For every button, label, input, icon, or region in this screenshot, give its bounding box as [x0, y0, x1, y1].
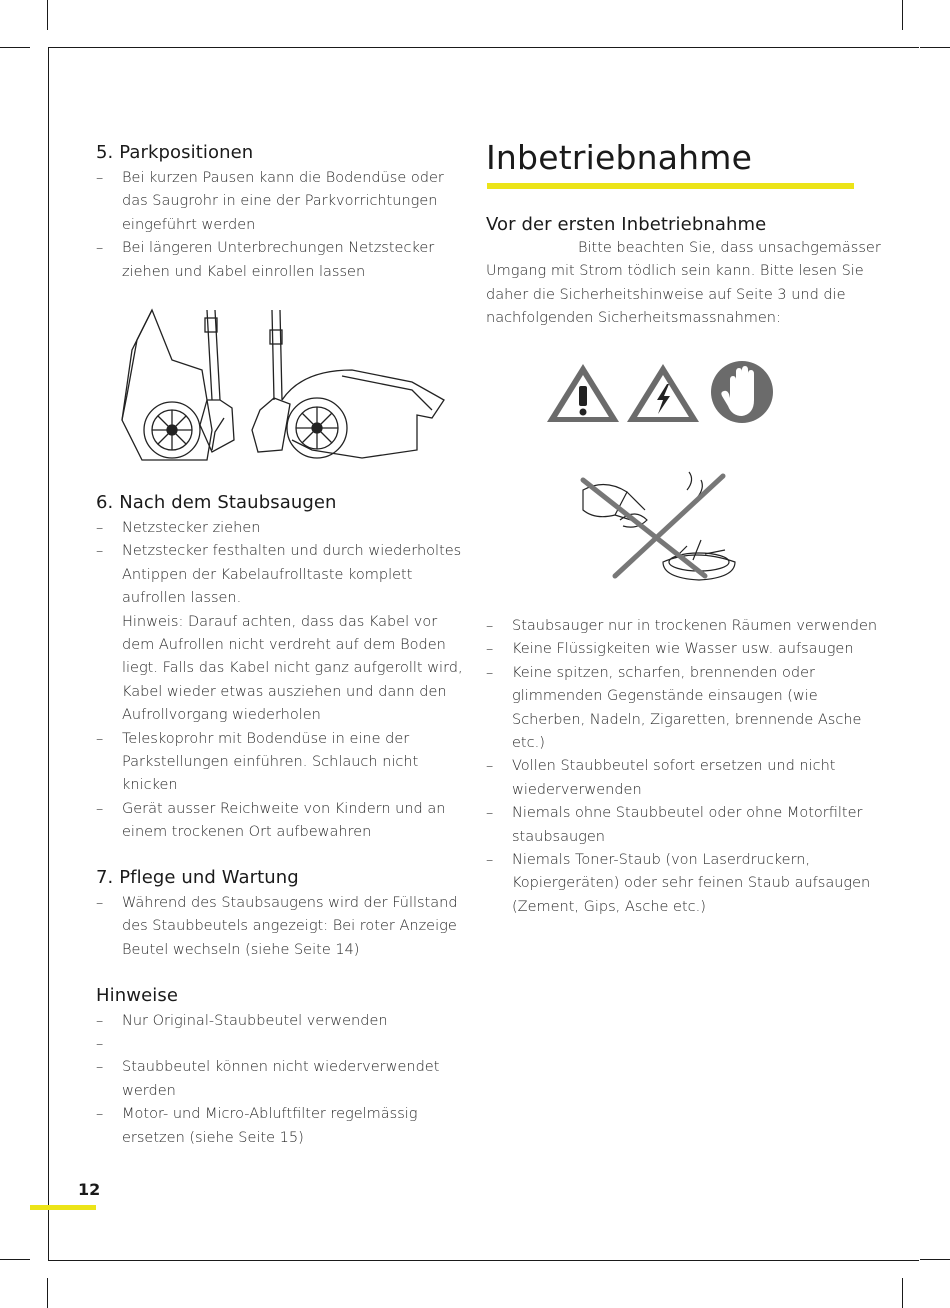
list-item: – Keine Flüssigkeiten wie Wasser usw. aufsaugen: [486, 638, 891, 661]
warning-icons-row: [545, 360, 775, 426]
park-list: [96, 167, 466, 284]
crop-mark: [47, 1278, 48, 1308]
page-title: Inbetriebnahme: [486, 138, 753, 177]
cross-out-mark: [583, 476, 723, 576]
list-item: – Nur Original-Staubbeutel verwenden: [96, 1010, 466, 1033]
care-list: [96, 892, 466, 962]
page-number: 12: [78, 1180, 101, 1199]
after-use-list: [96, 517, 466, 845]
list-item: [96, 540, 466, 727]
crop-mark: [902, 0, 903, 30]
list-item: – Motor- und Micro-Abluftfilter regelmässig ersetzen (siehe Seite 15): [96, 1103, 466, 1150]
list-item: – Während des Staubsaugens wird der Füllstand des Staubbeutels angezeigt: Bei roter Anzeige Beutel wechseln (siehe Seite 14): [96, 892, 466, 962]
section-title-after-use: 6. Nach dem Staubsaugen: [96, 492, 337, 513]
electric-hazard-icon: [627, 364, 699, 422]
list-item: – Keine spitzen, scharfen, brennenden oder glimmenden Gegenstände einsaugen (wie Scherben, Nadeln, Zigaretten, brennende Asche etc.): [486, 662, 891, 756]
list-item: – Bei kurzen Pausen kann die Bodendüse oder das Saugrohr in eine der Parkvorrichtungen eingeführt werden: [96, 167, 466, 237]
list-spacer: [96, 1033, 466, 1056]
crop-mark: [47, 0, 48, 30]
list-item: – Staubsauger nur in trockenen Räumen verwenden: [486, 615, 891, 638]
warning-triangle-icon: [547, 364, 619, 422]
list-item: – Niemals ohne Staubbeutel oder ohne Motorfilter staubsaugen: [486, 802, 891, 849]
section-title-park: 5. Parkpositionen: [96, 142, 254, 163]
right-intro: [486, 214, 891, 331]
crop-mark: [0, 1259, 30, 1260]
section-title-care: 7. Pflege und Wartung: [96, 866, 299, 888]
cable-note: Hinweis: Darauf achten, dass das Kabel vor dem Aufrollen nicht verdreht auf dem Boden liegt. Falls das Kabel nicht ganz aufgerollt wird, Kabel wieder etwas ausziehen und dann den Aufrollvorgang wiederholen: [122, 613, 463, 724]
no-liquids-illustration: [575, 470, 750, 582]
floor-nozzle: [200, 400, 234, 452]
left-column: [96, 142, 466, 284]
left-column-lower: [96, 492, 466, 1150]
crop-mark: [920, 47, 950, 48]
vacuum-parking-illustration: [112, 300, 452, 470]
crop-mark: [902, 1278, 903, 1308]
hints-list: [96, 1010, 466, 1150]
list-item: – Gerät ausser Reichweite von Kindern und an einem trockenen Ort aufbewahren: [96, 798, 466, 845]
section-title-hints: Hinweise: [96, 984, 178, 1006]
title-underline: [487, 183, 854, 189]
list-item: – Bei längeren Unterbrechungen Netzstecker ziehen und Kabel einrollen lassen: [96, 237, 466, 284]
right-rules: [486, 615, 891, 919]
telescopic-pipe: [207, 310, 220, 400]
safety-list: [486, 615, 891, 919]
vacuum-body-lying: [282, 370, 444, 458]
crop-mark: [920, 1259, 950, 1260]
list-item: – Teleskoprohr mit Bodendüse in eine der Parkstellungen einführen. Schlauch nicht knicken: [96, 728, 466, 798]
subtitle: Vor der ersten Inbetriebnahme: [486, 214, 767, 235]
list-item: – Netzstecker ziehen: [96, 517, 466, 540]
intro-text: Bitte beachten Sie, dass unsachgemässer Umgang mit Strom tödlich sein kann. Bitte lesen Sie daher die Sicherheitshinweise auf Seite 3 und die nachfolgenden Sicherheitsmassnahmen:: [486, 240, 881, 327]
list-item: – Niemals Toner-Staub (von Laserdruckern, Kopiergeräten) oder sehr feinen Staub aufsaugen (Zement, Gips, Asche etc.): [486, 849, 891, 919]
list-item: – Staubbeutel können nicht wiederverwendet werden: [96, 1056, 466, 1103]
stop-hand-icon: [711, 361, 773, 423]
page-number-bar: [30, 1205, 96, 1210]
telescopic-pipe-right: [272, 310, 282, 400]
list-item: – Vollen Staubbeutel sofort ersetzen und nicht wiederverwenden: [486, 755, 891, 802]
right-column: [486, 138, 891, 177]
crop-mark: [0, 47, 30, 48]
list-item-text: Netzstecker festhalten und durch wiederholtes Antippen der Kabelaufrolltaste komplett aufrollen lassen.: [122, 543, 462, 607]
